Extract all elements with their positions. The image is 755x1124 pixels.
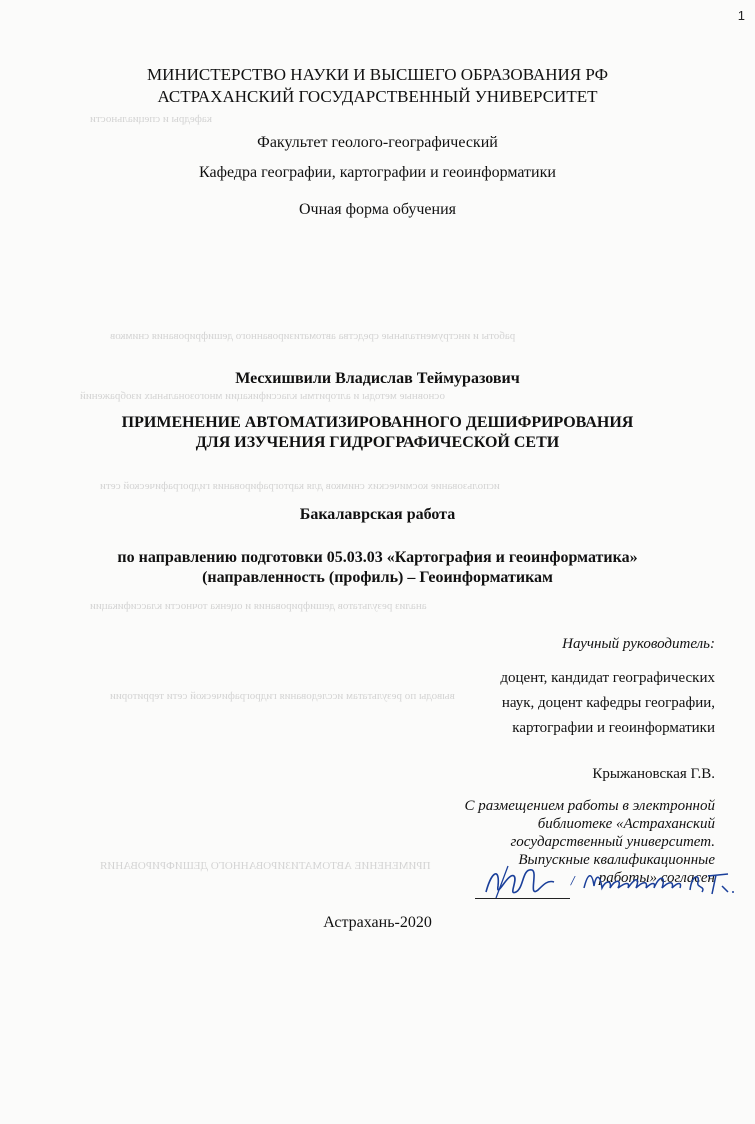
department: Кафедра географии, картографии и геоинформатики	[199, 164, 556, 181]
signature-mark	[478, 862, 558, 908]
bleed-through-text: работы и инструментальные средства автоматизированного дешифрирования снимков	[110, 330, 516, 342]
supervisor-position-line-3: картографии и геоинформатики	[512, 720, 715, 736]
ministry-line-2: АСТРАХАНСКИЙ ГОСУДАРСТВЕННЫЙ УНИВЕРСИТЕТ	[157, 87, 598, 106]
supervisor-label: Научный руководитель:	[562, 636, 715, 652]
consent-line-5: работы» согласен	[598, 870, 715, 886]
supervisor-name: Крыжановская Г.В.	[592, 766, 715, 782]
study-form: Очная форма обучения	[298, 201, 457, 218]
thesis-title	[0, 413, 755, 453]
consent-line-2: библиотеке «Астраханский	[537, 816, 715, 832]
faculty: Факультет геолого-географический	[257, 134, 498, 151]
bleed-through-text: использование космических снимков для картографирования гидрографической сети	[100, 480, 500, 492]
consent-line-3: государственный университет.	[510, 834, 715, 850]
author-name: Месхишвили Владислав Теймуразович	[235, 370, 520, 387]
bleed-through-text: основные методы и алгоритмы классификации многозональных изображений	[80, 390, 445, 402]
study-direction-line-2: (направленность (профиль) – Геоинформатикам	[202, 569, 553, 586]
thesis-title-line-2: ДЛЯ ИЗУЧЕНИЯ ГИДРОГРАФИЧЕСКОЙ СЕТИ	[195, 434, 560, 451]
study-direction	[0, 548, 755, 588]
consent-line-4: Выпускные квалификационные	[518, 852, 715, 868]
study-direction-line-1: по направлению подготовки 05.03.03 «Картография и геоинформатика»	[117, 549, 638, 566]
consent-line-1: С размещением работы в электронной	[464, 798, 715, 814]
supervisor-position	[455, 666, 715, 741]
supervisor-position-line-1: доцент, кандидат географических	[500, 670, 715, 686]
handwritten-name	[582, 866, 740, 902]
bleed-through-text: ПРИМЕНЕНИЕ АВТОМАТИЗИРОВАННОГО ДЕШИФРИРОВАНИЯ	[100, 860, 431, 872]
supervisor-position-line-2: наук, доцент кафедры географии,	[501, 695, 715, 711]
page-number: 1	[737, 8, 745, 23]
document-page: 1 кафедры и специальности работы и инструментальные средства автоматизированного дешифрирования снимков основные методы и алгоритмы классификации многозональных изображений использование космических снимков для картографирования гидрографической сети анализ результатов дешифрирования и оценка точности классификации выводы по результатам исследования гидрографической сети территории ПРИМЕНЕНИЕ АВТОМАТИЗИРОВАННОГО ДЕШИФРИРОВАНИЯ МИНИСТЕРСТВО НАУКИ И ВЫСШЕГО ОБРАЗОВАНИЯ РФ АСТРАХАНСКИЙ ГОСУДАРСТВЕННЫЙ УНИВЕРСИТЕТ Факультет геолого-географический Кафедра географии, картографии и геоинформатики Очная форма обучения Месхишвили Владислав Теймуразович ПРИМЕНЕНИЕ АВТОМАТИЗИРОВАННОГО ДЕШИФРИРОВАНИЯ ДЛЯ ИЗУЧЕНИЯ ГИДРОГРАФИЧЕСКОЙ СЕТИ Бакалаврская работа по направлению подготовки 05.03.03 «Картография и геоинформатика» (направленность (профиль) – Геоинформатикам Научный руководитель: доцент, кандидат географических наук, доцент кафедры географии, картографии и геоинформатики Крыжановская Г.В. С размещением работы в электронной библиотеке «Астраханский государственный университет. Выпускные квалификационные работы» согласен / Астрахань-2020	[0, 0, 755, 1124]
thesis-title-line-1: ПРИМЕНЕНИЕ АВТОМАТИЗИРОВАННОГО ДЕШИФРИРОВАНИЯ	[121, 414, 634, 431]
bleed-through-text: выводы по результатам исследования гидрографической сети территории	[110, 690, 455, 702]
bleed-through-text: анализ результатов дешифрирования и оценка точности классификации	[90, 600, 427, 612]
bleed-through-text: кафедры и специальности	[90, 113, 212, 125]
work-type: Бакалаврская работа	[299, 506, 456, 523]
city-year: Астрахань-2020	[323, 914, 432, 931]
ministry-line-1: МИНИСТЕРСТВО НАУКИ И ВЫСШЕГО ОБРАЗОВАНИЯ РФ	[146, 65, 608, 84]
ministry-header	[0, 64, 755, 108]
